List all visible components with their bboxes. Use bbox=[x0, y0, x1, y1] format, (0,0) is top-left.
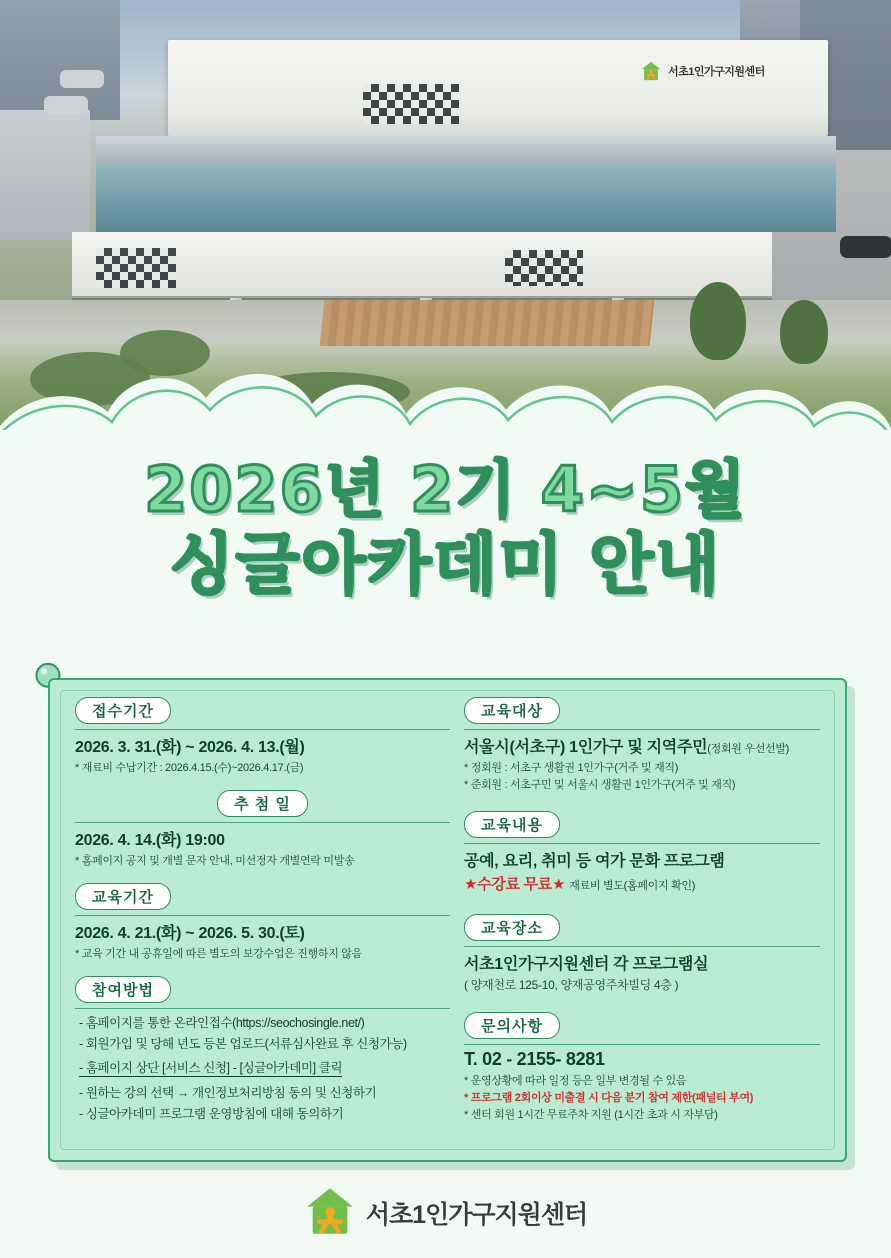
block-main-text: 2026. 4. 14.(화) 19:00 bbox=[75, 832, 225, 849]
block-main-text: 공예, 요리, 취미 등 여가 문화 프로그램 bbox=[464, 853, 725, 870]
title-line-2: 싱글아카데미 안내 bbox=[169, 526, 722, 603]
block-note: * 교육 기간 내 공휴일에 따른 별도의 보강수업은 진행하지 않음 bbox=[75, 948, 362, 960]
block-draw-date bbox=[75, 790, 450, 869]
building-glass-floor bbox=[96, 166, 836, 232]
block-main-text: 2026. 4. 21.(화) ~ 2026. 5. 30.(토) bbox=[75, 925, 305, 942]
contact-phone: T. 02 - 2155- 8281 bbox=[464, 1049, 605, 1069]
free-tuition-highlight: ★수강료 무료★ bbox=[464, 876, 566, 893]
block-heading: 교육장소 bbox=[464, 914, 560, 941]
divider bbox=[75, 1008, 450, 1009]
block-main-text bbox=[464, 734, 820, 757]
block-note: * 준회원 : 서초구민 및 서울시 생활권 1인가구(거주 및 재직) bbox=[464, 779, 736, 791]
divider bbox=[464, 843, 820, 844]
block-note: * 재료비 수납기간 : 2026.4.15.(수)~2026.4.17.(금) bbox=[75, 762, 304, 774]
block-note: ( 양재천로 125-10, 양재공영주차빌딩 4층 ) bbox=[464, 978, 679, 992]
footer-logo bbox=[0, 1178, 891, 1248]
block-target-audience bbox=[464, 697, 820, 793]
block-how-to-apply bbox=[75, 976, 450, 1125]
block-education-period bbox=[75, 883, 450, 962]
divider bbox=[75, 915, 450, 916]
block-heading: 교육대상 bbox=[464, 697, 560, 724]
divider bbox=[464, 1044, 820, 1045]
title-line-1: 2026년 2기 4~5월 bbox=[144, 453, 747, 526]
block-note: * 홈페이지 공지 및 개별 문자 안내, 미선정자 개별연락 미발송 bbox=[75, 855, 355, 867]
house-person-logo-icon bbox=[640, 60, 662, 82]
panel-right-column bbox=[464, 697, 820, 1143]
target-main-note: (정회원 우선선발) bbox=[707, 743, 790, 755]
target-main: 서울시(서초구) 1인가구 및 지역주민 bbox=[464, 739, 708, 756]
footer-logo-text: 서초1인가구지원센터 bbox=[365, 1201, 588, 1229]
penalty-note: * 프로그램 2회이상 미출결 시 다음 분기 참여 제한(패널티 부여) bbox=[464, 1092, 754, 1104]
block-note: * 운영상황에 따라 일정 등은 일부 변경될 수 있음 bbox=[464, 1075, 687, 1087]
building-photo bbox=[0, 0, 891, 430]
list-item: - 회원가입 및 당해 년도 등본 업로드(서류심사완료 후 신청가능) bbox=[79, 1037, 407, 1051]
block-application-period bbox=[75, 697, 450, 776]
building-upper-floor bbox=[168, 40, 828, 136]
block-heading: 교육기간 bbox=[75, 883, 171, 910]
panel-left-column bbox=[75, 697, 450, 1143]
block-note: * 센터 회원 1시간 무료주차 지원 (1시간 초과 시 자부담) bbox=[464, 1109, 718, 1121]
cloud-divider bbox=[0, 330, 891, 430]
facade-pattern bbox=[96, 248, 176, 288]
facade-pattern bbox=[505, 250, 583, 286]
block-heading: 참여방법 bbox=[75, 976, 171, 1003]
photo-logo-text: 서초1인가구지원센터 bbox=[668, 66, 765, 78]
list-item: - 원하는 강의 선택 → 개인정보처리방침 동의 및 신청하기 bbox=[79, 1086, 377, 1100]
block-note: * 정회원 : 서초구 생활권 1인가구(거주 및 재직) bbox=[464, 762, 679, 774]
photo-logo-badge bbox=[640, 60, 765, 82]
block-heading: 추 첨 일 bbox=[217, 790, 308, 817]
block-location bbox=[464, 914, 820, 994]
block-main-text: 2026. 3. 31.(화) ~ 2026. 4. 13.(월) bbox=[75, 739, 305, 756]
house-person-logo-icon bbox=[304, 1185, 356, 1242]
block-heading: 문의사항 bbox=[464, 1012, 560, 1039]
list-item: - 홈페이지를 통한 온라인접수(https://seochosingle.net/) bbox=[79, 1016, 365, 1030]
divider bbox=[464, 729, 820, 730]
building-lower-floor bbox=[72, 232, 772, 298]
facade-pattern bbox=[363, 84, 459, 124]
poster-title bbox=[0, 455, 891, 603]
list-item: - 홈페이지 상단 [서비스 신청] - [싱글아카데미] 클릭 bbox=[79, 1058, 342, 1077]
list-item: - 싱글아카데미 프로그램 운영방침에 대해 동의하기 bbox=[79, 1107, 344, 1121]
block-course-content bbox=[464, 811, 820, 896]
block-contact bbox=[464, 1012, 820, 1123]
parked-car bbox=[44, 96, 88, 114]
block-main-text: 서초1인가구지원센터 각 프로그램실 bbox=[464, 956, 709, 973]
background-building bbox=[0, 110, 90, 240]
info-panel bbox=[48, 678, 847, 1162]
block-heading: 접수기간 bbox=[75, 697, 171, 724]
divider bbox=[464, 946, 820, 947]
free-tuition-note: 재료비 별도(홈페이지 확인) bbox=[569, 880, 696, 892]
free-tuition-line bbox=[464, 873, 820, 894]
building-band bbox=[96, 136, 836, 166]
parked-car bbox=[840, 236, 891, 258]
divider bbox=[75, 822, 450, 823]
block-heading: 교육내용 bbox=[464, 811, 560, 838]
divider bbox=[75, 729, 450, 730]
apply-steps-list bbox=[79, 1013, 450, 1122]
parked-car bbox=[60, 70, 104, 88]
